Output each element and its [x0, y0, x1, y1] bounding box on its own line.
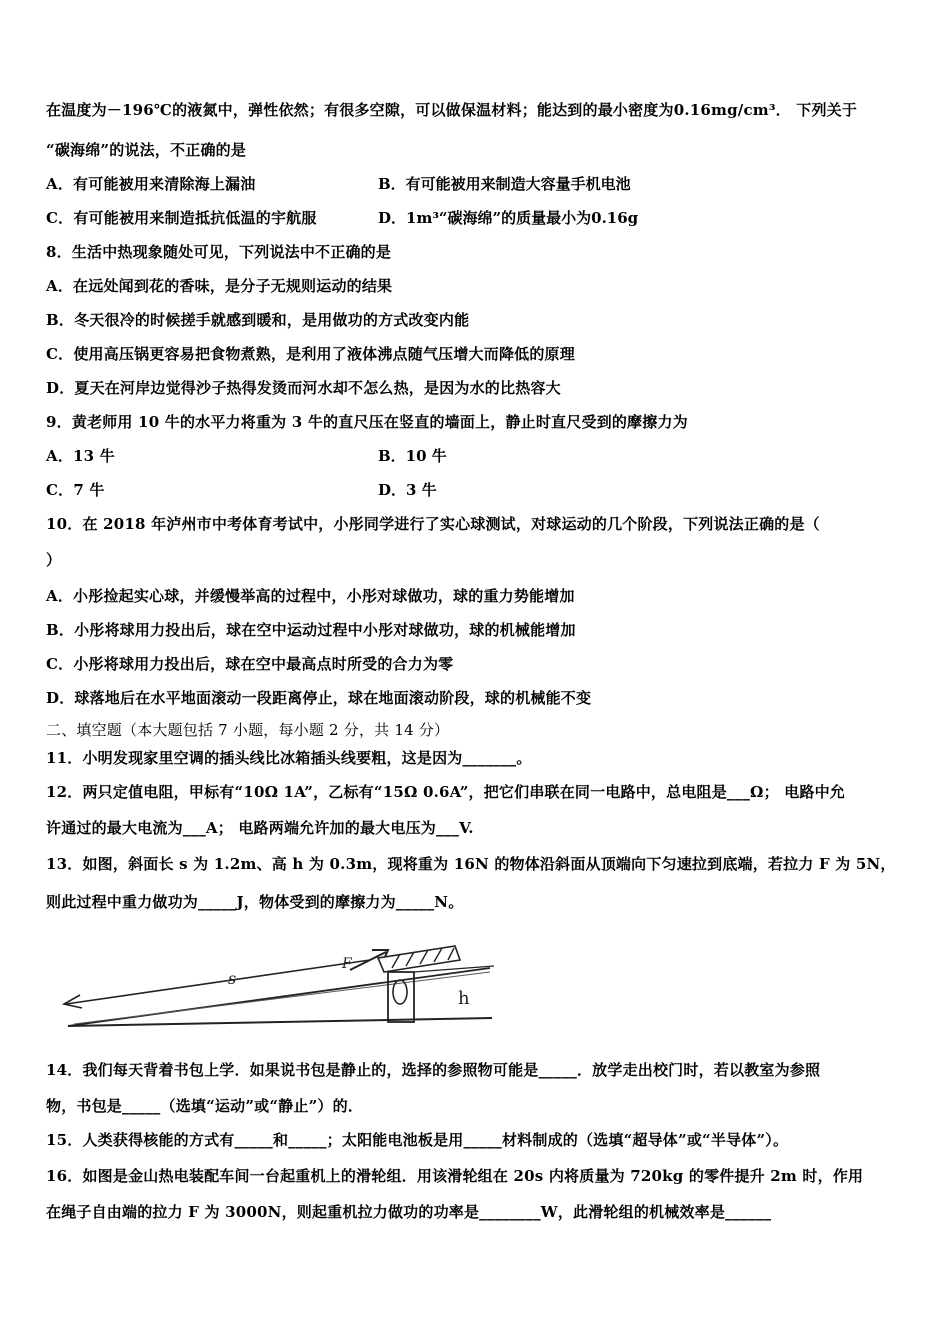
q7-option-d: D．1m³“碳海绵”的质量最小为0.16g — [378, 209, 639, 227]
object-block — [378, 946, 460, 972]
q16-line2: 在绳子自由端的拉力 F 为 3000N，则起重机拉力做功的功率是________W，此滑轮组的机械效率是______ — [46, 1203, 772, 1221]
q10-option-c: C．小彤将球用力投出后，球在空中最高点时所受的合力为零 — [46, 655, 454, 673]
q8-option-a: A．在远处闻到花的香味，是分子无规则运动的结果 — [46, 277, 393, 295]
q10-option-d: D．球落地后在水平地面滚动一段距离停止，球在地面滚动阶段，球的机械能不变 — [46, 689, 592, 707]
q10-stem-line2: ） — [46, 551, 62, 569]
q11: 11．小明发现家里空调的插头线比冰箱插头线要粗，这是因为_______。 — [46, 749, 532, 767]
q10-stem-line1: 10．在 2018 年泸州市中考体育考试中，小彤同学进行了实心球测试，对球运动的几个阶段，下列说法正确的是（ — [46, 515, 820, 533]
section-2-title: 二、填空题（本大题包括 7 小题，每小题 2 分，共 14 分） — [46, 721, 450, 739]
q10-option-b: B．小彤将球用力投出后，球在空中运动过程中小彤对球做功，球的机械能增加 — [46, 621, 576, 639]
q9-option-a: A．13 牛 — [46, 447, 115, 465]
s-arrow-line — [66, 960, 370, 1004]
q7-option-b: B．有可能被用来制造大容量手机电池 — [378, 175, 631, 193]
label-h: h — [458, 988, 470, 1009]
q9-stem: 9．黄老师用 10 牛的水平力将重为 3 牛的直尺压在竖直的墙面上，静止时直尺受到的摩擦力为 — [46, 413, 688, 431]
q8-stem: 8．生活中热现象随处可见，下列说法中不正确的是 — [46, 243, 392, 261]
label-s: s — [228, 969, 237, 988]
q16-line1: 16．如图是金山热电装配车间一台起重机上的滑轮组．用该滑轮组在 20s 内将质量为 720kg 的零件提升 2m 时，作用 — [46, 1167, 864, 1185]
label-F: F — [342, 956, 352, 972]
q9-option-d: D．3 牛 — [378, 481, 437, 499]
q10-option-a: A．小彤捡起实心球，并缓慢举高的过程中，小彤对球做功，球的重力势能增加 — [46, 587, 575, 605]
q9-option-b: B．10 牛 — [378, 447, 447, 465]
q14-line2: 物，书包是_____（选填“运动”或“静止”）的． — [46, 1097, 364, 1115]
q12-line1: 12．两只定值电阻，甲标有“10Ω 1A”，乙标有“15Ω 0.6A”，把它们串联在同一电路中，总电阻是___Ω； 电路中允 — [46, 783, 846, 801]
q7-stem-line1: 在温度为－196℃的液氮中，弹性依然；有很多空隙，可以做保温材料；能达到的最小密度为0.16mg/cm³． 下列关于 — [46, 101, 858, 119]
incline-edge — [74, 972, 490, 1024]
ground-line — [68, 1018, 492, 1026]
q8-option-b: B．冬天很冷的时候搓手就感到暖和，是用做功的方式改变内能 — [46, 311, 470, 329]
q7-stem-line2: “碳海绵”的说法，不正确的是 — [46, 141, 247, 159]
q9-option-c: C．7 牛 — [46, 481, 105, 499]
q13-line2: 则此过程中重力做功为_____J，物体受到的摩擦力为_____N。 — [46, 893, 464, 911]
q14-line1: 14．我们每天背着书包上学．如果说书包是静止的，选择的参照物可能是_____．放学走出校门时，若以教室为参照 — [46, 1061, 821, 1079]
q7-option-c: C．有可能被用来制造抵抗低温的宇航服 — [46, 209, 317, 227]
q15: 15．人类获得核能的方式有_____和_____；太阳能电池板是用_____材料制成的（选填“超导体”或“半导体”）。 — [46, 1131, 789, 1149]
q8-option-c: C．使用高压锅更容易把食物煮熟，是利用了液体沸点随气压增大而降低的原理 — [46, 345, 575, 363]
q7-option-a: A．有可能被用来清除海上漏油 — [46, 175, 256, 193]
q12-line2: 许通过的最大电流为___A； 电路两端允许加的最大电压为___V. — [46, 819, 474, 837]
q13-line1: 13．如图，斜面长 s 为 1.2m、高 h 为 0.3m，现将重为 16N 的物体沿斜面从顶端向下匀速拉到底端，若拉力 F 为 5N， — [46, 855, 896, 873]
incline-figure — [50, 932, 500, 1037]
q8-option-d: D．夏天在河岸边觉得沙子热得发烫而河水却不怎么热，是因为水的比热容大 — [46, 379, 561, 397]
